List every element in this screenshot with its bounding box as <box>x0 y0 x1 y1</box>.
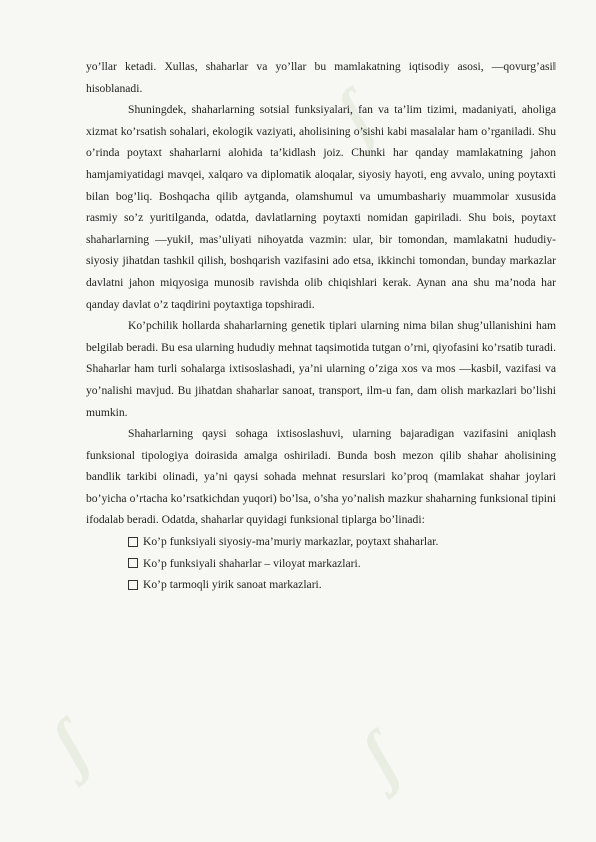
watermark-logo: ʃ <box>322 81 387 154</box>
paragraph-functional-typology: Shaharlarning qaysi sohaga ixtisoslashuvi, ularning bajaradigan vazifasini aniqlash funksional tipologiya doirasida amalga oshiriladi. Bunda bosh mezon qilib shahar aholisining bandlik tarkibi olinadi, ya’ni qaysi sohada mehnat resurslari ko’proq (mamlakat shahar joylari bo’yicha o’rtacha ko’rsatkichdan yuqori) bo’lsa, o’sha yo’nalish mazkur shaharning funksional tipini ifodalab beradi. Odatda, shaharlar quyidagi funksional tiplarga bo’linadi: <box>86 427 556 527</box>
list-item-text: Ko’p funksiyali shaharlar – viloyat markazlari. <box>143 556 361 570</box>
paragraph-continuation: yo’llar ketadi. Xullas, shaharlar va yo’llar bu mamlakatning iqtisodiy asosi, ―qovurg’asi‖ hisoblanadi. <box>86 60 556 95</box>
functional-types-list <box>86 531 556 596</box>
paragraph-social-functions: Shuningdek, shaharlarning sotsial funksiyalari, fan va ta’lim tizimi, madaniyati, aholiga xizmat ko’rsatish sohalari, ekologik vaziyati, aholisining o’sishi kabi masalalar ham o’rganiladi. Shu o’rinda poytaxt shaharlarni alohida ta’kidlash joiz. Chunki har qanday mamlakatning jahon hamjamiyatidagi mavqei, xalqaro va diplomatik aloqalar, siyosiy hayoti, eng avvalo, uning poytaxti bilan bog’liq. Boshqacha qilib aytganda, olamshumul va umumbashariy muammolar xususida rasmiy so’z yuritilganda, odatda, davlatlarning poytaxti nomidan gapiriladi. Shu bois, poytaxt shaharlarning ―yuki‖, mas’uliyati nihoyatda vazmin: ular, bir tomondan, mamlakatni hududiy-siyosiy jihatdan tashkil qilish, boshqarish vazifasini ado etsa, ikkinchi tomondan, bunday markazlar davlatni jahon miqyosiga munosib ravishda olib chiqishlari kerak. Aynan ana shu ma’noda har qanday davlat o’z taqdirini poytaxtiga topshiradi. <box>86 103 556 311</box>
checkbox-bullet-icon <box>128 558 138 568</box>
watermark-logo: ʃ <box>37 711 102 784</box>
checkbox-bullet-icon <box>128 580 138 590</box>
list-item-text: Ko’p funksiyali siyosiy-ma’muriy markazlar, poytaxt shaharlar. <box>143 535 439 549</box>
document-body <box>86 56 556 596</box>
list-item-text: Ko’p tarmoqli yirik sanoat markazlari. <box>143 578 322 592</box>
list-item <box>86 574 556 596</box>
list-item <box>86 531 556 553</box>
watermark-logo: ʃ <box>347 723 412 796</box>
checkbox-bullet-icon <box>128 537 138 547</box>
list-item <box>86 553 556 575</box>
paragraph-genetic-types: Ko’pchilik hollarda shaharlarning genetik tiplari ularning nima bilan shug’ullanishini ham belgilab beradi. Bu esa ularning hududiy mehnat taqsimotida tutgan o’rni, qiyofasini ko’rsatib turadi. Shaharlar ham turli sohalarga ixtisoslashadi, ya’ni ularning o’ziga xos va mos ―kasbi‖, vazifasi va yo’nalishi mavjud. Bu jihatdan shaharlar sanoat, transport, ilm-u fan, dam olish markazlari bo’lishi mumkin. <box>86 319 556 419</box>
